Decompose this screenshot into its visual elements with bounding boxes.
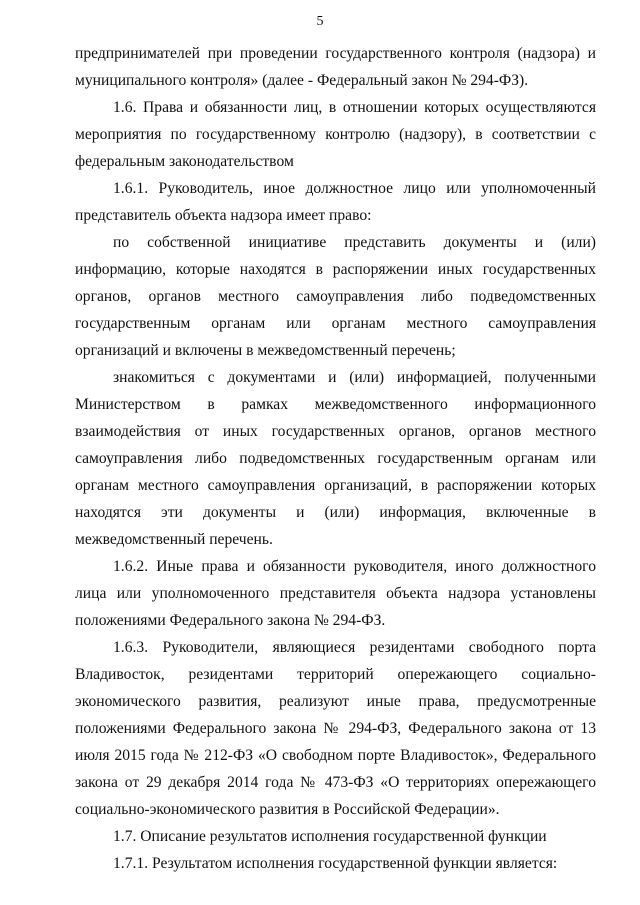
- paragraph-1-6-3: 1.6.3. Руководители, являющиеся резидентами свободного порта Владивосток, резидентами территорий опережающего социально-экономического развития, реализуют иные права, предусмотренные положениями Федерального закона № 294-ФЗ, Федерального закона от 13 июля 2015 года № 212-ФЗ «О свободном порте Владивосток», Федерального закона от 29 декабря 2014 года № 473-ФЗ «О территориях опережающего социально-экономического развития в Российской Федерации».: [75, 639, 596, 818]
- document-body: [75, 40, 596, 877]
- page-number: 5: [316, 14, 324, 29]
- paragraph-1-6-1: 1.6.1. Руководитель, иное должностное лицо или уполномоченный представитель объекта надзора имеет право:: [75, 180, 596, 224]
- paragraph-1-7-1: 1.7.1. Результатом исполнения государственной функции является:: [113, 855, 558, 872]
- paragraph-right-review-documents: знакомиться с документами и (или) информацией, полученными Министерством в рамках межведомственного информационного взаимодействия от иных государственных органов, органов местного самоуправления либо подведомственных государственным органам или органам местного самоуправления организаций, в распоряжении которых находятся эти документы и (или) информация, включенные в межведомственный перечень.: [75, 369, 596, 548]
- paragraph-right-submit-documents: по собственной инициативе представить документы и (или) информацию, которые находятся в распоряжении иных государственных органов, органов местного самоуправления либо подведомственных государственным органам или органам местного самоуправления организаций и включены в межведомственный перечень;: [75, 234, 596, 359]
- paragraph-1-7: 1.7. Описание результатов исполнения государственной функции: [113, 828, 547, 845]
- paragraph-continuation: предпринимателей при проведении государственного контроля (надзора) и муниципального контроля» (далее - Федеральный закон № 294-ФЗ).: [75, 45, 596, 89]
- paragraph-1-6: 1.6. Права и обязанности лиц, в отношении которых осуществляются мероприятия по государственному контролю (надзору), в соответствии с федеральным законодательством: [75, 99, 596, 170]
- paragraph-1-6-2: 1.6.2. Иные права и обязанности руководителя, иного должностного лица или уполномоченного представителя объекта надзора установлены положениями Федерального закона № 294-ФЗ.: [75, 558, 596, 629]
